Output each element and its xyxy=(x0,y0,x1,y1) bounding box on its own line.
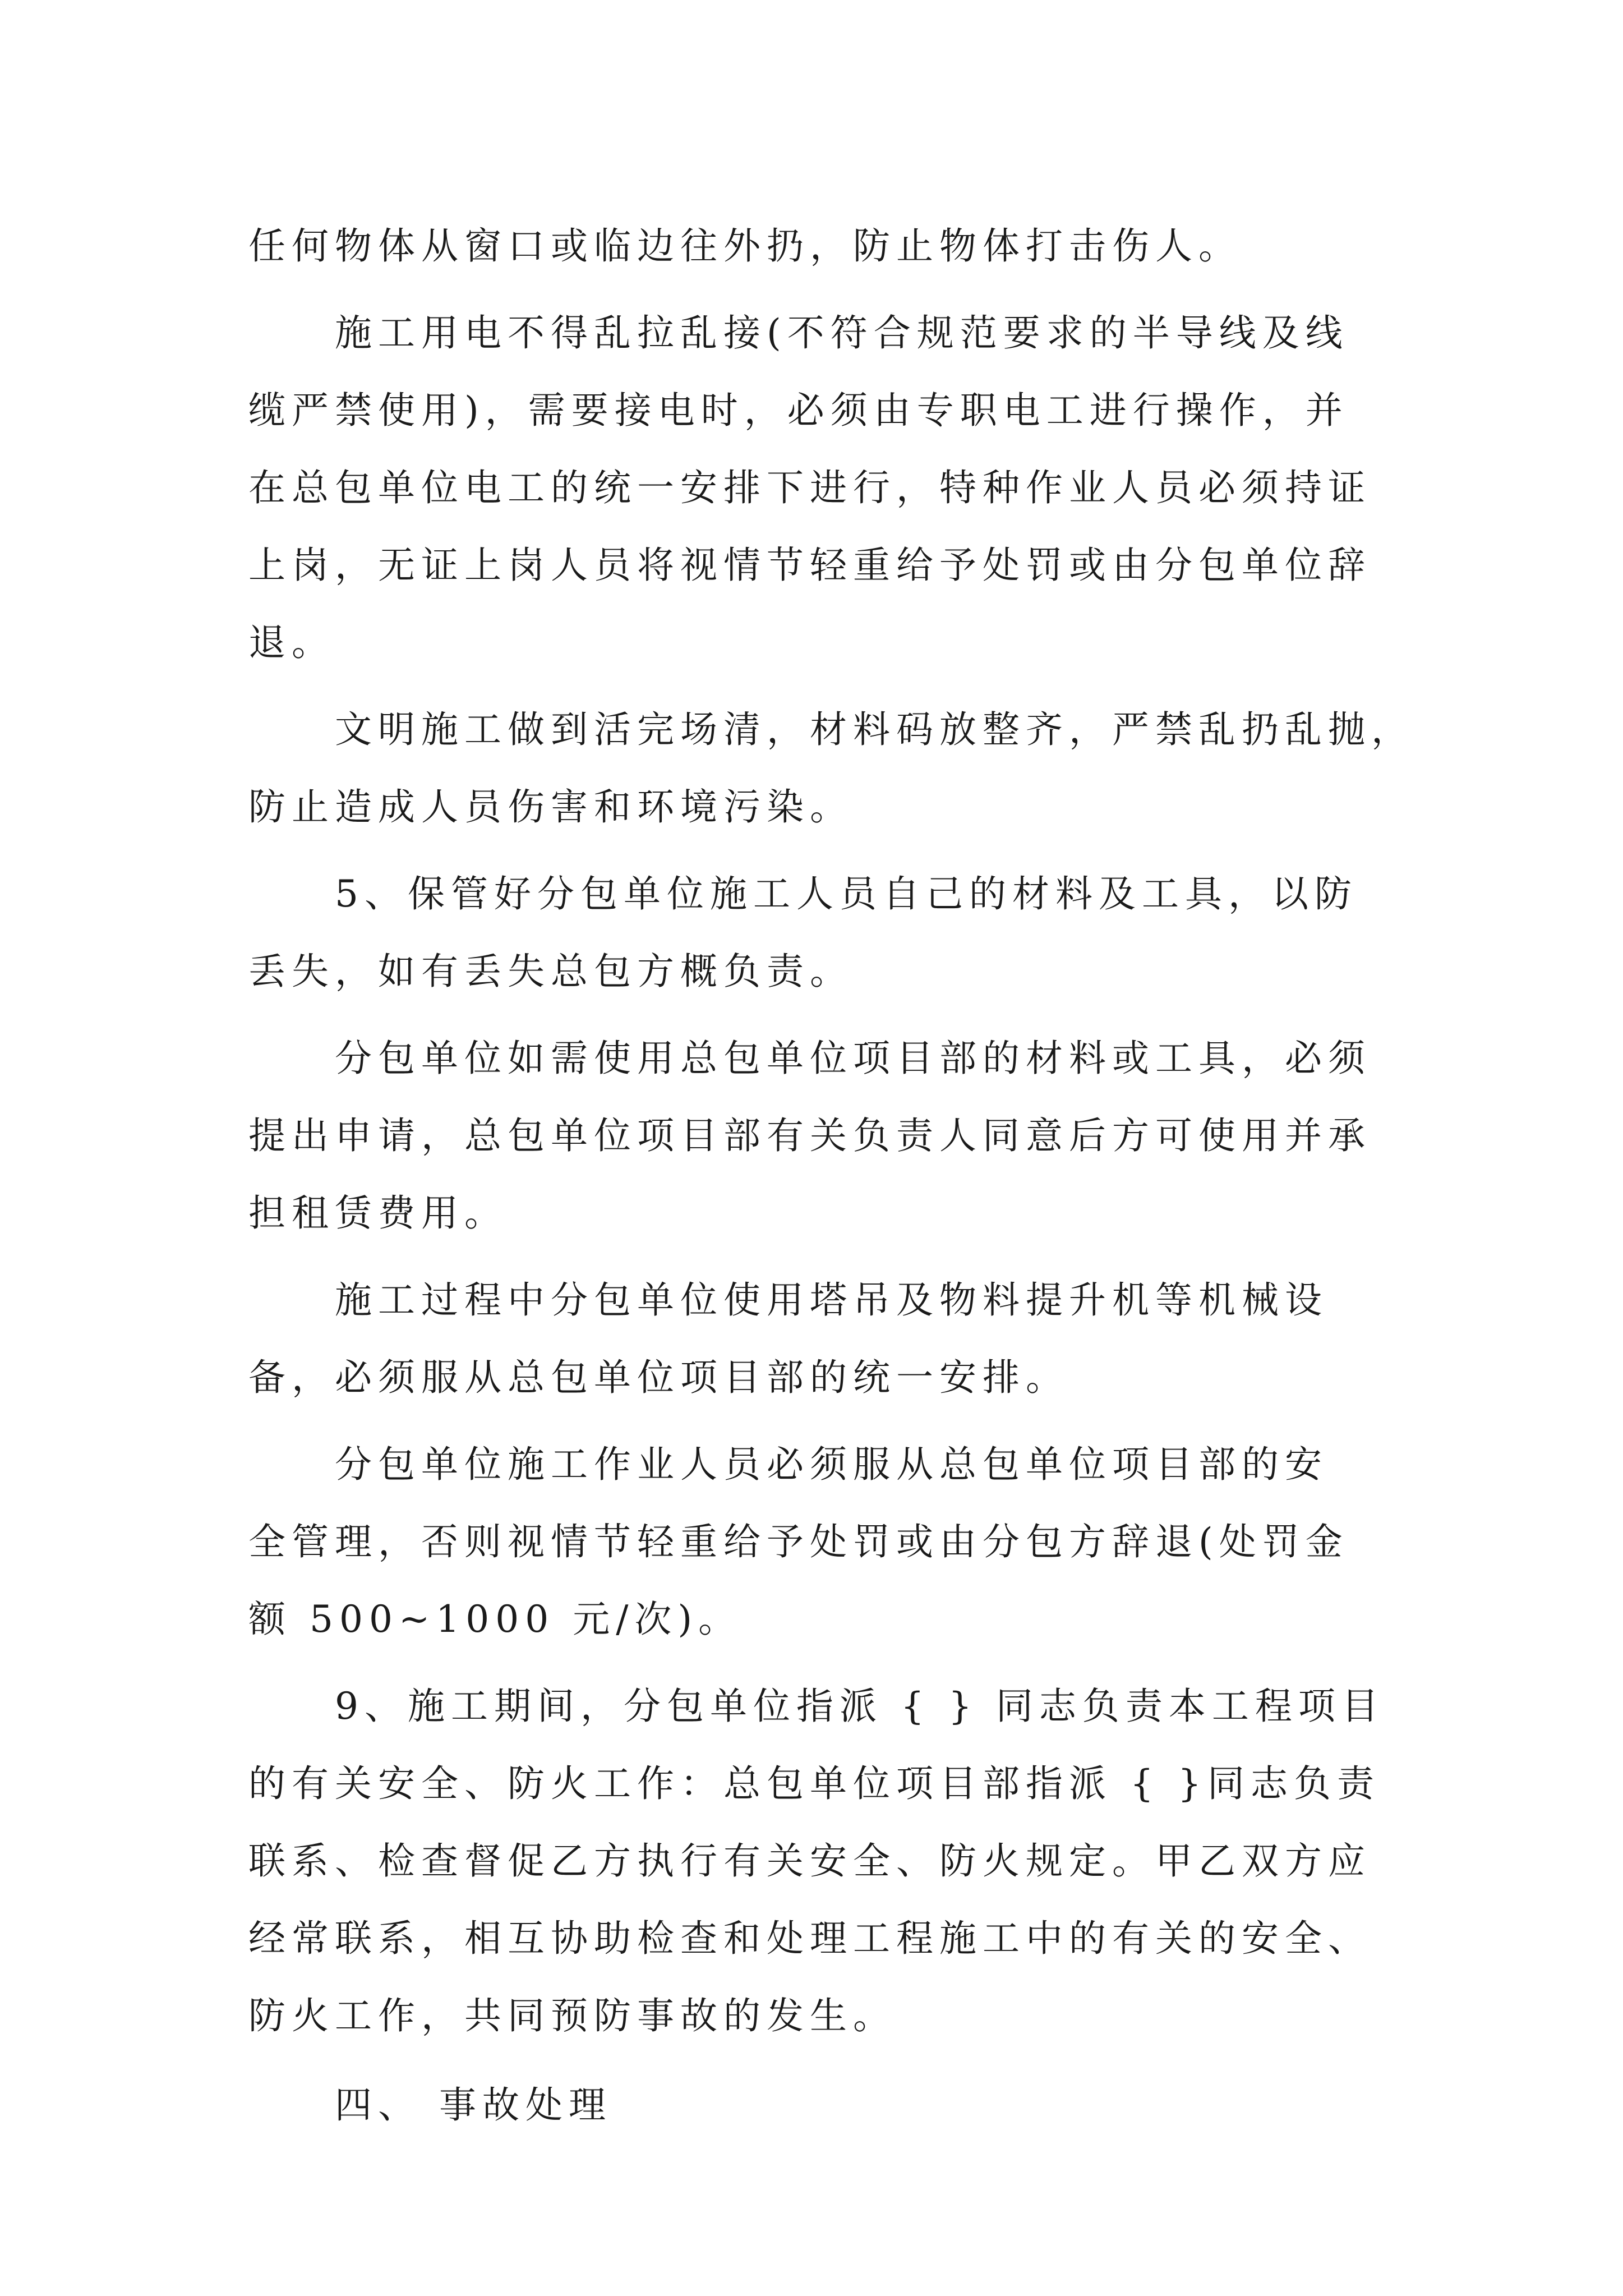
text-line: 额 500~1000 元/次)。 xyxy=(248,1598,742,1641)
text-line: 9、施工期间，分包单位指派 { } 同志负责本工程项目 xyxy=(248,1685,1385,1728)
text-line: 防火工作，共同预防事故的发生。 xyxy=(248,1994,896,2037)
paragraph xyxy=(248,691,1414,846)
text-line: 上岗，无证上岗人员将视情节轻重给予处罚或由分包单位辞 xyxy=(248,544,1371,587)
section-heading: 四、 事故处理 xyxy=(248,2083,612,2127)
text-line: 任何物体从窗口或临边往外扔，防止物体打击伤人。 xyxy=(248,224,1242,268)
text-line: 担租赁费用。 xyxy=(248,1191,508,1235)
text-line: 防止造成人员伤害和环境污染。 xyxy=(248,785,853,829)
text-line: 备，必须服从总包单位项目部的统一安排。 xyxy=(248,1356,1069,1399)
text-line: 施工用电不得乱拉乱接(不符合规范要求的半导线及线 xyxy=(248,311,1349,355)
text-line: 分包单位如需使用总包单位项目部的材料或工具，必须 xyxy=(248,1037,1371,1080)
text-line: 分包单位施工作业人员必须服从总包单位项目部的安 xyxy=(248,1443,1328,1486)
text-line: 经常联系，相互协助检查和处理工程施工中的有关的安全、 xyxy=(248,1917,1371,1960)
text-line: 退。 xyxy=(248,621,335,664)
paragraph xyxy=(248,295,1387,682)
paragraph xyxy=(248,208,1387,285)
text-line: 施工过程中分包单位使用塔吊及物料提升机等机械设 xyxy=(248,1278,1328,1322)
text-line: 缆严禁使用)，需要接电时，必须由专职电工进行操作，并 xyxy=(248,389,1349,432)
text-line: 5、保管好分包单位施工人员自己的材料及工具，以防 xyxy=(248,872,1358,915)
document-body xyxy=(248,208,1414,2144)
paragraph xyxy=(248,1426,1387,1658)
text-line: 丢失，如有丢失总包方概负责。 xyxy=(248,950,853,993)
paragraph xyxy=(248,1262,1387,1416)
text-line: 全管理，否则视情节轻重给予处罚或由分包方辞退(处罚金 xyxy=(248,1520,1349,1563)
text-line: 的有关安全、防火工作：总包单位项目部指派 { }同志负责 xyxy=(248,1762,1380,1805)
paragraph xyxy=(248,1668,1387,2055)
text-line: 文明施工做到活完场清，材料码放整齐，严禁乱扔乱抛， xyxy=(248,708,1414,751)
text-line: 联系、检查督促乙方执行有关安全、防火规定。甲乙双方应 xyxy=(248,1839,1371,1883)
paragraph xyxy=(248,1020,1387,1252)
text-line: 提出申请，总包单位项目部有关负责人同意后方可使用并承 xyxy=(248,1114,1371,1157)
text-line: 在总包单位电工的统一安排下进行，特种作业人员必须持证 xyxy=(248,466,1371,509)
paragraph xyxy=(248,855,1387,1010)
